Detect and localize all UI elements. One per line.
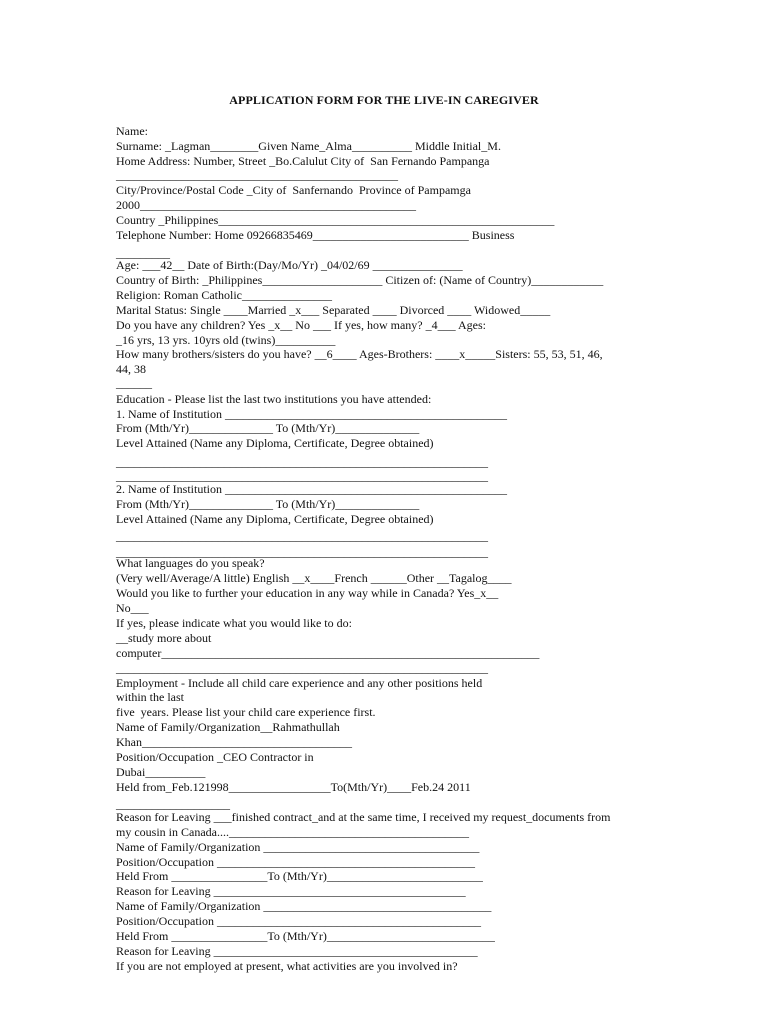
form-line: City/Province/Postal Code _City of Sanfernando Province of Pampamga <box>116 183 471 197</box>
form-line: Country of Birth: _Philippines____________________ Citizen of: (Name of Country)____________ <box>116 273 604 287</box>
form-line: 1. Name of Institution _______________________________________________ <box>116 407 507 421</box>
form-line: Name of Family/Organization__Rahmathullah <box>116 720 340 734</box>
form-line: If yes, please indicate what you would like to do: <box>116 616 352 630</box>
form-line: Home Address: Number, Street _Bo.Calulut City of San Fernando Pampanga <box>116 154 490 168</box>
form-line: my cousin in Canada....________________________________________ <box>116 825 469 839</box>
form-line: Position/Occupation ___________________________________________ <box>116 855 475 869</box>
form-line: five years. Please list your child care experience first. <box>116 705 376 719</box>
form-line: Held From ________________To (Mth/Yr)____________________________ <box>116 929 495 943</box>
form-line: Name of Family/Organization ______________________________________ <box>116 899 492 913</box>
form-line: No___ <box>116 601 149 615</box>
form-line: computer_______________________________________________________________ <box>116 646 540 660</box>
form-line: Would you like to further your education in any way while in Canada? Yes_x__ <box>116 586 499 600</box>
form-line: Level Attained (Name any Diploma, Certificate, Degree obtained) <box>116 512 434 526</box>
form-line: Employment - Include all child care experience and any other positions held <box>116 676 483 690</box>
form-line: ______ <box>116 376 152 390</box>
form-line: Held from_Feb.121998_________________To(Mth/Yr)____Feb.24 2011 <box>116 780 471 794</box>
form-line: From (Mth/Yr)______________ To (Mth/Yr)______________ <box>116 497 420 511</box>
form-line: __study more about <box>116 631 212 645</box>
form-line: Age: ___42__ Date of Birth:(Day/Mo/Yr) _04/02/69 _______________ <box>116 258 463 272</box>
form-line: ______________________________________________________________ <box>116 529 488 543</box>
form-line: Level Attained (Name any Diploma, Certificate, Degree obtained) <box>116 436 434 450</box>
form-line: Position/Occupation ____________________________________________ <box>116 914 481 928</box>
form-line: within the last <box>116 690 184 704</box>
form-title: APPLICATION FORM FOR THE LIVE-IN CAREGIVER <box>229 93 539 107</box>
form-line: ______________________________________________________________ <box>116 455 488 469</box>
form-line: (Very well/Average/A little) English __x____French ______Other __Tagalog____ <box>116 571 512 585</box>
form-line: _16 yrs, 13 yrs. 10yrs old (twins)__________ <box>116 333 336 347</box>
form-line: If you are not employed at present, what activities are you involved in? <box>116 959 458 973</box>
form-line: Reason for Leaving __________________________________________ <box>116 884 466 898</box>
form-line: 44, 38 <box>116 362 146 376</box>
form-line: Reason for Leaving ____________________________________________ <box>116 944 478 958</box>
form-line: What languages do you speak? <box>116 556 265 570</box>
form-line: Telephone Number: Home 09266835469__________________________ Business <box>116 228 515 242</box>
form-line: Education - Please list the last two institutions you have attended: <box>116 392 432 406</box>
form-line: How many brothers/sisters do you have? __6____ Ages-Brothers: ____x_____Sisters: 55, 53, 51, 46, <box>116 347 603 361</box>
form-line: 2. Name of Institution _______________________________________________ <box>116 482 507 496</box>
form-line: From (Mth/Yr)______________ To (Mth/Yr)______________ <box>116 421 420 435</box>
form-line: 2000______________________________________________ <box>116 198 416 212</box>
form-line: Surname: _Lagman________Given Name_Alma__________ Middle Initial_M. <box>116 139 501 153</box>
form-line: Khan___________________________________ <box>116 735 352 749</box>
form-line: Country _Philippines________________________________________________________ <box>116 213 555 227</box>
form-line: Religion: Roman Catholic_______________ <box>116 288 332 302</box>
form-line: _________ <box>116 246 170 260</box>
form-line: ______________________________________________________________ <box>116 661 488 675</box>
form-line: Marital Status: Single ____Married _x___ Separated ____ Divorced ____ Widowed_____ <box>116 303 551 317</box>
form-line: Do you have any children? Yes _x__ No ___ If yes, how many? _4___ Ages: <box>116 318 486 332</box>
form-line: _______________________________________________ <box>116 168 398 182</box>
form-line: Reason for Leaving ___finished contract_and at the same time, I received my request_documents from <box>116 810 611 824</box>
form-line: Name: <box>116 124 148 138</box>
form-line: Dubai__________ <box>116 765 206 779</box>
form-line: Held From ________________To (Mth/Yr)__________________________ <box>116 869 483 883</box>
form-line: Position/Occupation _CEO Contractor in <box>116 750 314 764</box>
form-line: ___________________ <box>116 797 230 811</box>
form-line: ______________________________________________________________ <box>116 469 488 483</box>
form-line: Name of Family/Organization ____________________________________ <box>116 840 480 854</box>
form-line: ______________________________________________________________ <box>116 545 488 559</box>
